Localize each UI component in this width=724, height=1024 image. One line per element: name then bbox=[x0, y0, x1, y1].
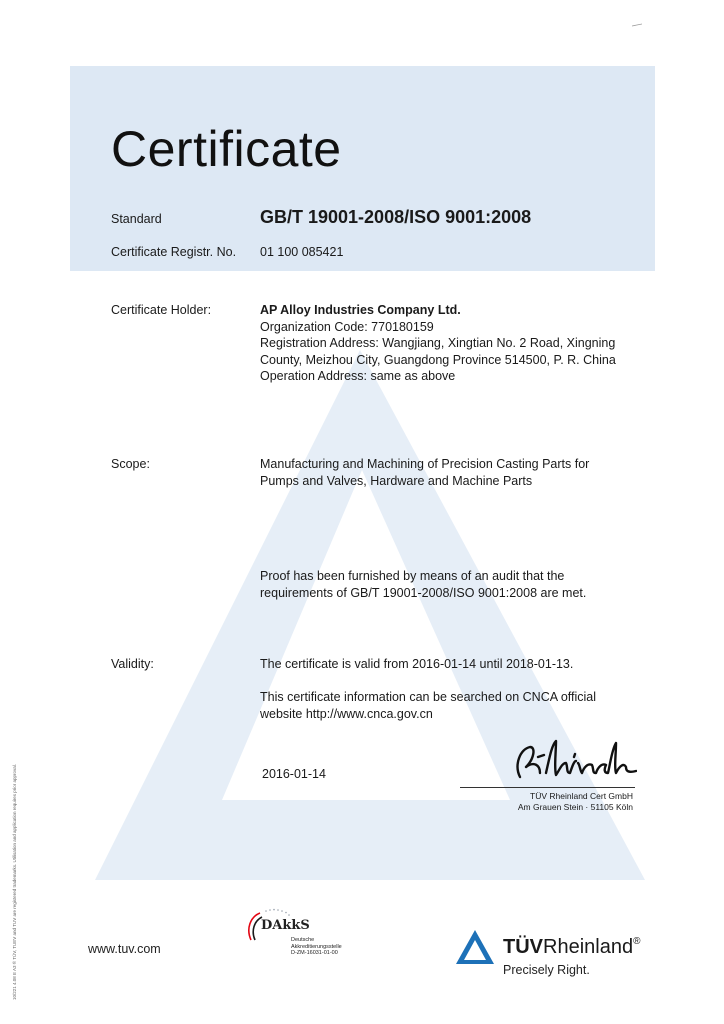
scope-block bbox=[260, 456, 660, 489]
holder-block bbox=[260, 302, 660, 385]
footer-url[interactable]: www.tuv.com bbox=[88, 942, 161, 956]
tuv-triangle-icon bbox=[455, 929, 495, 965]
tuv-tagline: Precisely Right. bbox=[503, 963, 590, 977]
holder-line: Registration Address: Wangjiang, Xingtian No. 2 Road, Xingning bbox=[260, 336, 616, 350]
signature-block bbox=[460, 735, 635, 815]
holder-line: Organization Code: 770180159 bbox=[260, 319, 434, 334]
holder-line: Operation Address: same as above bbox=[260, 369, 456, 383]
cnca-line: website http://www.cnca.gov.cn bbox=[260, 706, 433, 721]
handwritten-signature bbox=[512, 735, 637, 785]
proof-line: requirements of GB/T 19001-2008/ISO 9001:2008 are met. bbox=[260, 585, 587, 600]
tuv-name-strong: TÜV bbox=[503, 936, 543, 958]
tuv-name-rest: Rheinland bbox=[543, 936, 634, 958]
issue-date: 2016-01-14 bbox=[262, 767, 326, 781]
dakks-line: Deutsche bbox=[291, 937, 315, 943]
issuer-address bbox=[518, 791, 633, 813]
scope-line: Pumps and Valves, Hardware and Machine Parts bbox=[260, 473, 533, 488]
tuv-rheinland-logo bbox=[455, 929, 665, 985]
dakks-name: DAkkS bbox=[261, 918, 310, 933]
holder-line: County, Meizhou City, Guangdong Province 514500, P. R. China bbox=[260, 352, 616, 367]
registration-label: Certificate Registr. No. bbox=[111, 245, 237, 259]
cnca-line: This certificate information can be searched on CNCA official bbox=[260, 690, 597, 704]
registration-value: 01 100 085421 bbox=[260, 245, 344, 259]
dakks-line: D-ZM-16031-01-00 bbox=[291, 950, 338, 956]
proof-block bbox=[260, 568, 660, 601]
issuer-street: Am Grauen Stein · 51105 Köln bbox=[517, 802, 633, 812]
side-trademark-note: 10/221 4.08 E A3 ® TÜV, TUEV and TUV are registered trademarks. Utilisation and application requires prior approval. bbox=[12, 763, 17, 1000]
validity-text: The certificate is valid from 2016-01-14 until 2018-01-13. bbox=[260, 657, 574, 671]
holder-company: AP Alloy Industries Company Ltd. bbox=[260, 303, 461, 317]
holder-label: Certificate Holder: bbox=[111, 303, 212, 317]
issuer-company: TÜV Rheinland Cert GmbH bbox=[530, 791, 633, 801]
proof-line: Proof has been furnished by means of an audit that the bbox=[260, 569, 565, 583]
dakks-line: Akkreditierungsstelle bbox=[291, 943, 342, 950]
corner-mark bbox=[632, 23, 642, 27]
certificate-title: Certificate bbox=[111, 121, 342, 177]
registered-mark: ® bbox=[633, 936, 641, 947]
cnca-search-block bbox=[260, 689, 660, 722]
standard-value: GB/T 19001-2008/ISO 9001:2008 bbox=[260, 207, 532, 227]
dakks-details bbox=[291, 937, 342, 957]
dakks-logo bbox=[244, 907, 374, 962]
signature-line bbox=[460, 787, 635, 788]
tuv-name bbox=[503, 936, 640, 959]
validity-label: Validity: bbox=[111, 657, 154, 671]
standard-label: Standard bbox=[111, 212, 162, 226]
scope-line: Manufacturing and Machining of Precision Casting Parts for bbox=[260, 457, 590, 471]
scope-label: Scope: bbox=[111, 457, 150, 471]
